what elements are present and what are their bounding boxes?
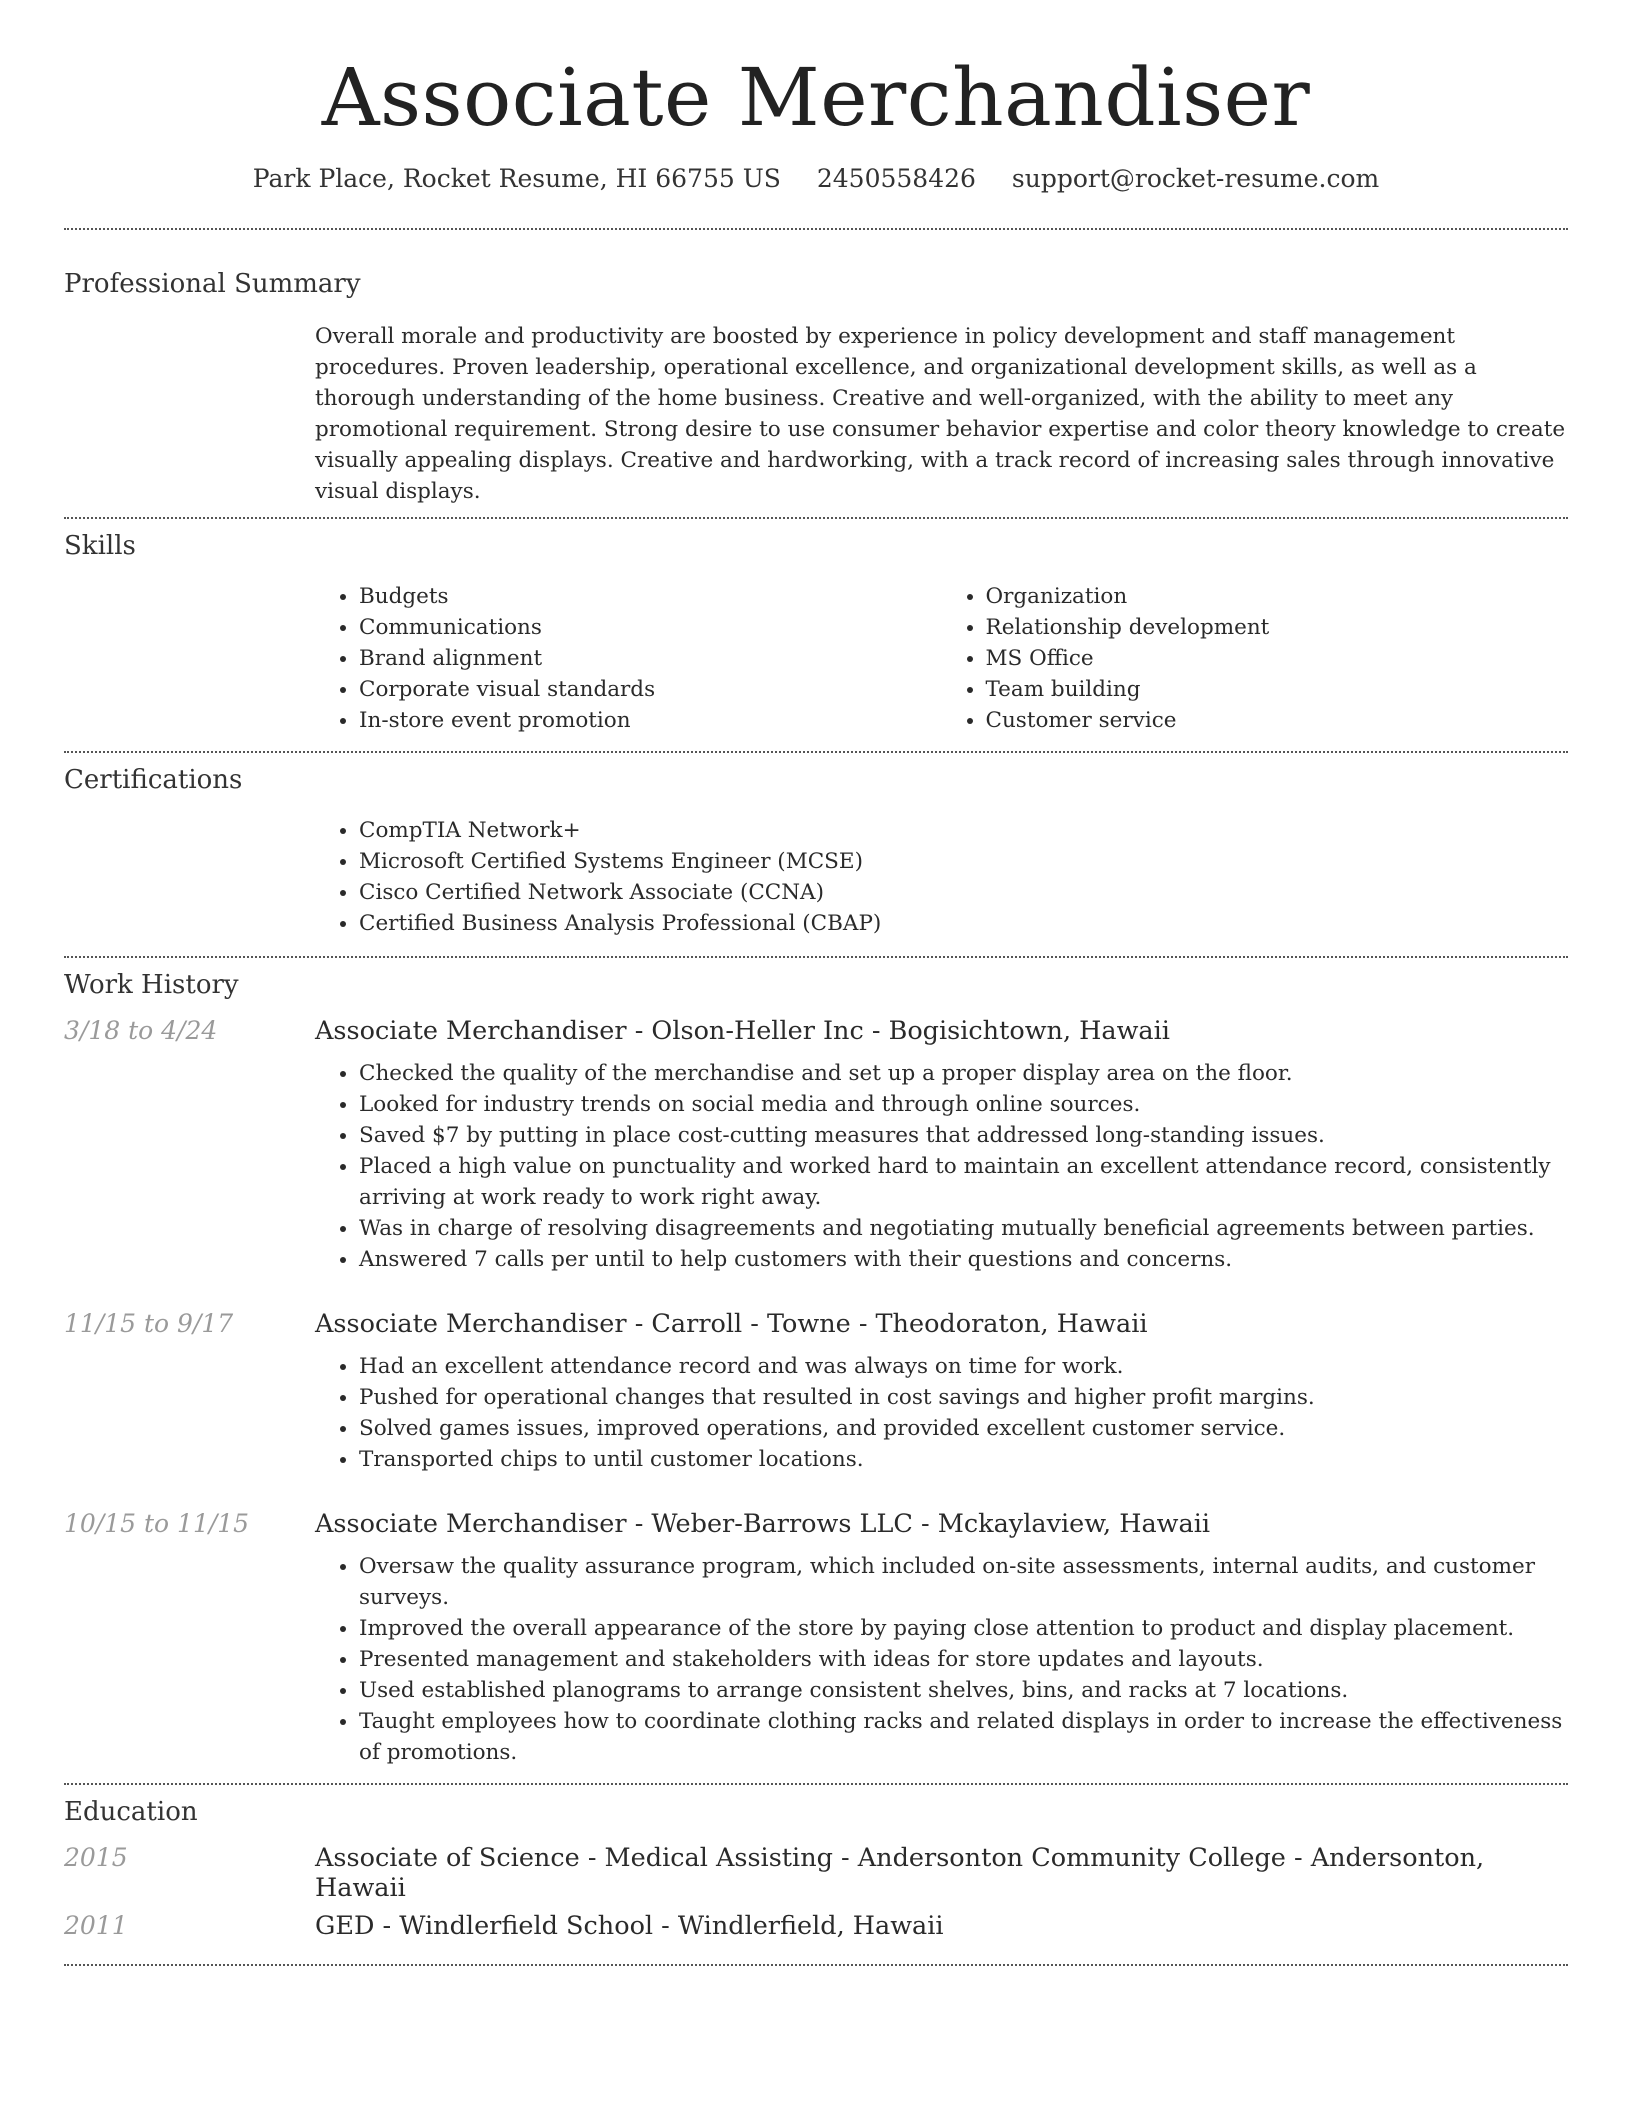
job-bullet: • Saved $7 by putting in place cost-cutting measures that addressed long-standing issues. — [359, 1120, 1568, 1151]
certification-item: • Cisco Certified Network Associate (CCNA) — [359, 877, 1568, 908]
job-bullet: • Pushed for operational changes that resulted in cost savings and higher profit margins. — [359, 1382, 1568, 1413]
skill-item: • In-store event promotion — [359, 705, 942, 736]
job-entry — [64, 1016, 1568, 1275]
contact-address: Park Place, Rocket Resume, HI 66755 US — [252, 164, 781, 193]
job-title: Associate Merchandiser - Olson-Heller Inc - Bogisichtown, Hawaii — [315, 1016, 1170, 1046]
resume-page — [64, 0, 1568, 1966]
work-title: Work History — [64, 970, 239, 1000]
work-section — [64, 958, 1568, 1768]
skills-list — [315, 581, 1568, 736]
skill-item: • Budgets — [359, 581, 942, 612]
summary-title: Professional Summary — [64, 269, 361, 299]
skills-section — [64, 519, 1568, 736]
skill-item: • Communications — [359, 612, 942, 643]
education-title: Education — [64, 1797, 198, 1827]
skill-item: • MS Office — [986, 643, 1569, 674]
summary-text: Overall morale and productivity are boosted by experience in policy development and staff management procedures. Proven leadership, operational excellence, and organizational development skills, as well as a thorough understanding of the home business. Creative and well-organized, with the ability to meet any promotional requirement. Strong desire to use consumer behavior expertise and color theory knowledge to create visually appealing displays. Creative and hardworking, with a track record of increasing sales through innovative visual displays. — [315, 324, 1566, 504]
skill-item: • Corporate visual standards — [359, 674, 942, 705]
education-degree: GED - Windlerfield School - Windlerfield, Hawaii — [315, 1911, 944, 1941]
job-bullet: • Checked the quality of the merchandise and set up a proper display area on the floor. — [359, 1058, 1568, 1089]
education-section — [64, 1785, 1568, 1959]
certification-item: • Certified Business Analysis Professional (CBAP) — [359, 908, 1568, 939]
job-dates: 3/18 to 4/24 — [64, 1016, 218, 1045]
job-entry — [64, 1309, 1568, 1475]
certifications-title: Certifications — [64, 765, 243, 795]
skill-item: • Relationship development — [986, 612, 1569, 643]
education-year: 2015 — [64, 1843, 128, 1872]
job-bullets — [315, 1351, 1568, 1475]
job-dates: 11/15 to 9/17 — [64, 1309, 234, 1338]
job-bullet: • Taught employees how to coordinate clothing racks and related displays in order to increase the effectiveness of promotions. — [359, 1706, 1568, 1768]
job-bullets — [315, 1058, 1568, 1275]
job-bullet: • Presented management and stakeholders with ideas for store updates and layouts. — [359, 1644, 1568, 1675]
job-bullet: • Improved the overall appearance of the store by paying close attention to product and display placement. — [359, 1613, 1568, 1644]
job-bullet: • Transported chips to until customer locations. — [359, 1444, 1568, 1475]
job-bullets — [315, 1551, 1568, 1768]
job-bullet: • Was in charge of resolving disagreements and negotiating mutually beneficial agreements between parties. — [359, 1213, 1568, 1244]
contact-line — [64, 164, 1568, 193]
certification-item: • Microsoft Certified Systems Engineer (MCSE) — [359, 846, 1568, 877]
education-degree: Associate of Science - Medical Assisting - Andersonton Community College - Andersonton, Hawaii — [315, 1843, 1485, 1903]
job-bullet: • Answered 7 calls per until to help customers with their questions and concerns. — [359, 1244, 1568, 1275]
job-dates: 10/15 to 11/15 — [64, 1509, 250, 1538]
divider — [64, 1964, 1568, 1966]
job-bullet: • Solved games issues, improved operations, and provided excellent customer service. — [359, 1413, 1568, 1444]
job-bullet: • Placed a high value on punctuality and worked hard to maintain an excellent attendance record, consistently arriving at work ready to work right away. — [359, 1151, 1568, 1213]
certification-item: • CompTIA Network+ — [359, 815, 1568, 846]
skill-item: • Customer service — [986, 705, 1569, 736]
certifications-list — [315, 815, 1568, 939]
education-entry — [64, 1911, 1568, 1959]
education-entry — [64, 1843, 1568, 1911]
contact-email: support@rocket-resume.com — [1011, 164, 1380, 193]
skill-item: • Brand alignment — [359, 643, 942, 674]
certifications-section — [64, 753, 1568, 939]
resume-name: Associate Merchandiser — [321, 51, 1311, 144]
contact-phone: 2450558426 — [816, 164, 976, 193]
job-bullet: • Oversaw the quality assurance program, which included on-site assessments, internal audits, and customer surveys. — [359, 1551, 1568, 1613]
job-bullet: • Used established planograms to arrange consistent shelves, bins, and racks at 7 locations. — [359, 1675, 1568, 1706]
skills-column-left — [315, 581, 942, 736]
job-entry — [64, 1509, 1568, 1768]
skills-title: Skills — [64, 531, 136, 561]
summary-section — [64, 230, 1568, 507]
job-bullet: • Looked for industry trends on social media and through online sources. — [359, 1089, 1568, 1120]
skill-item: • Team building — [986, 674, 1569, 705]
job-title: Associate Merchandiser - Weber-Barrows LLC - Mckaylaview, Hawaii — [315, 1509, 1211, 1539]
education-year: 2011 — [64, 1911, 128, 1940]
job-title: Associate Merchandiser - Carroll - Towne - Theodoraton, Hawaii — [315, 1309, 1148, 1339]
skill-item: • Organization — [986, 581, 1569, 612]
skills-column-right — [942, 581, 1569, 736]
job-bullet: • Had an excellent attendance record and was always on time for work. — [359, 1351, 1568, 1382]
